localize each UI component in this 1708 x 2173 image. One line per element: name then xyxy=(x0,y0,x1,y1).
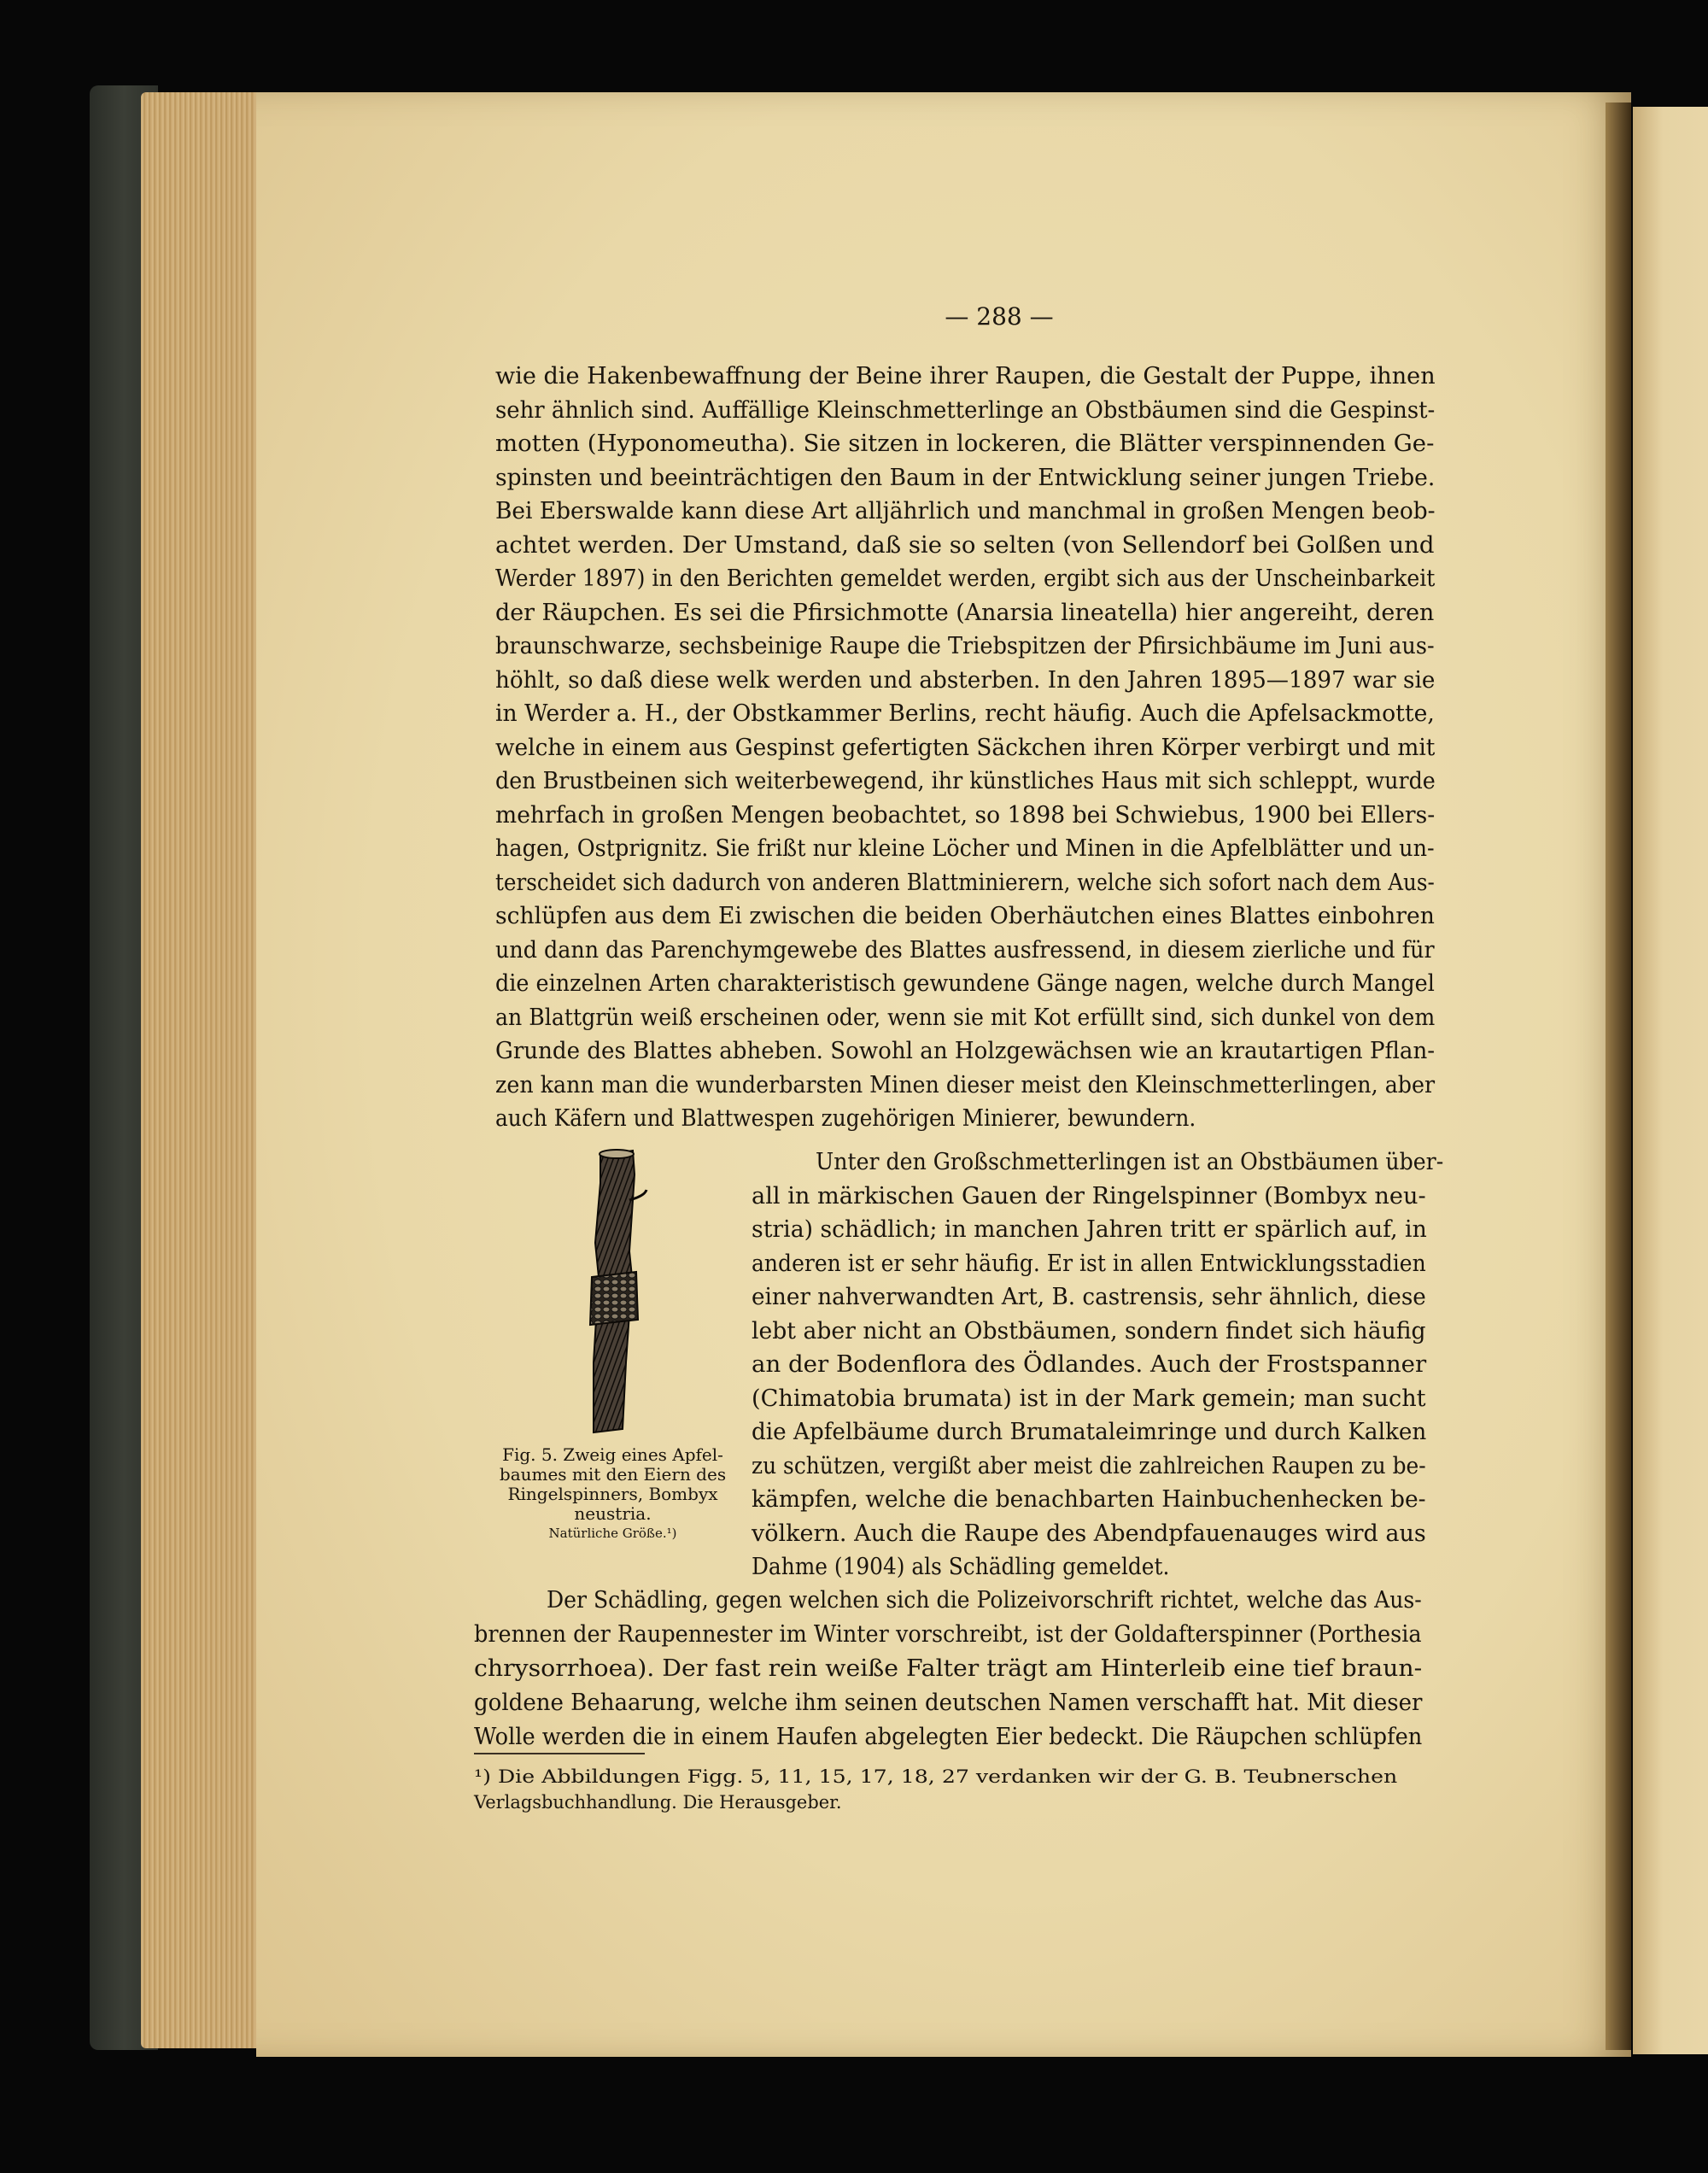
footnote-line: ¹) Die Abbildungen Figg. 5, 11, 15, 17, 18, 27 verdanken wir der G. B. Teubnerschen xyxy=(474,1766,1398,1787)
footnote-rule xyxy=(474,1753,645,1754)
text-line: und dann das Parenchymgewebe des Blattes ausfressend, in diesem zierliche und für xyxy=(495,936,1435,964)
text-line: zu schützen, vergißt aber meist die zahlreichen Raupen zu be- xyxy=(752,1452,1426,1479)
book-gutter xyxy=(1606,102,1631,2050)
text-line: terscheidet sich dadurch von anderen Blattminierern, welche sich sofort nach dem Aus- xyxy=(495,869,1435,896)
text-line: Dahme (1904) als Schädling gemeldet. xyxy=(752,1554,1170,1580)
text-line: anderen ist er sehr häufig. Er ist in allen Entwicklungsstadien xyxy=(752,1250,1426,1277)
caption-line: Fig. 5. Zweig eines Apfel- xyxy=(502,1444,723,1465)
text-line: hagen, Ostprignitz. Sie frißt nur kleine Löcher und Minen in die Apfelblätter und un- xyxy=(495,835,1435,862)
text-line: mehrfach in großen Mengen beobachtet, so 1898 bei Schwiebus, 1900 bei Ellers- xyxy=(495,801,1436,829)
text-line: an Blattgrün weiß erscheinen oder, wenn sie mit Kot erfüllt sind, sich dunkel von dem xyxy=(495,1004,1436,1031)
text-line: in Werder a. H., der Obstkammer Berlins, recht häufig. Auch die Apfelsackmotte, xyxy=(495,700,1435,727)
text-line: höhlt, so daß diese welk werden und absterben. In den Jahren 1895—1897 war sie xyxy=(495,666,1436,694)
page-number: — 288 — xyxy=(945,302,1054,331)
text-line: Unter den Großschmetterlingen ist an Obstbäumen über- xyxy=(816,1149,1444,1175)
text-line: auch Käfern und Blattwespen zugehörigen Minierer, bewundern. xyxy=(495,1105,1196,1132)
text-line: kämpfen, welche die benachbarten Hainbuchenhecken be- xyxy=(752,1486,1426,1513)
facing-page-edge xyxy=(1633,107,1708,2054)
text-line: Der Schädling, gegen welchen sich die Polizeivorschrift richtet, welche das Aus- xyxy=(547,1587,1422,1614)
text-line: einer nahverwandten Art, B. castrensis, sehr ähnlich, diese xyxy=(752,1284,1426,1310)
text-line: sehr ähnlich sind. Auffällige Kleinschmetterlinge an Obstbäumen sind die Gespinst- xyxy=(495,396,1436,424)
text-line: braunschwarze, sechsbeinige Raupe die Triebspitzen der Pfirsichbäume im Juni aus- xyxy=(495,633,1435,659)
text-line: die Apfelbäume durch Brumataleimringe und durch Kalken xyxy=(752,1419,1427,1445)
text-line: Wolle werden die in einem Haufen abgelegten Eier bedeckt. Die Räupchen schlüpfen xyxy=(474,1724,1423,1750)
text-line: achtet werden. Der Umstand, daß sie so selten (von Sellendorf bei Golßen und xyxy=(495,531,1435,559)
text-line: (Chimatobia brumata) ist in der Mark gemein; man sucht xyxy=(752,1385,1426,1412)
text-line: goldene Behaarung, welche ihm seinen deutschen Namen verschafft hat. Mit dieser xyxy=(474,1690,1423,1716)
caption-line: neustria. xyxy=(574,1503,652,1524)
text-line: Grunde des Blattes abheben. Sowohl an Holzgewächsen wie an krautartigen Pflan- xyxy=(495,1038,1436,1064)
figure-caption xyxy=(474,1445,752,1543)
text-line: die einzelnen Arten charakteristisch gewundene Gänge nagen, welche durch Mangel xyxy=(495,970,1435,997)
apple-twig-with-eggs-illustration xyxy=(551,1149,670,1439)
caption-line: Ringelspinners, Bombyx xyxy=(507,1484,718,1504)
footnote-line: Verlagsbuchhandlung. Die Herausgeber. xyxy=(474,1792,842,1813)
text-line: stria) schädlich; in manchen Jahren tritt er spärlich auf, in xyxy=(752,1216,1427,1243)
text-line: lebt aber nicht an Obstbäumen, sondern findet sich häufig xyxy=(752,1317,1426,1344)
text-line: an der Bodenflora des Ödlandes. Auch der Frostspanner xyxy=(752,1351,1427,1378)
text-line: welche in einem aus Gespinst gefertigten Säckchen ihren Körper verbirgt und mit xyxy=(495,734,1436,761)
text-line: den Brustbeinen sich weiterbewegend, ihr künstliches Haus mit sich schleppt, wurde xyxy=(495,768,1436,794)
text-line: schlüpfen aus dem Ei zwischen die beiden Oberhäutchen eines Blattes einbohren xyxy=(495,903,1435,929)
caption-note: Natürliche Größe.¹) xyxy=(548,1526,677,1541)
text-line: spinsten und beeinträchtigen den Baum in der Entwicklung seiner jungen Triebe. xyxy=(495,464,1436,491)
text-line: all in märkischen Gauen der Ringelspinner (Bombyx neu- xyxy=(752,1182,1426,1210)
text-line: chrysorrhoea). Der fast rein weiße Falter trägt am Hinterleib eine tief braun- xyxy=(474,1655,1423,1682)
text-line: wie die Hakenbewaffnung der Beine ihrer Raupen, die Gestalt der Puppe, ihnen xyxy=(495,363,1436,390)
text-line: völkern. Auch die Raupe des Abendpfauenauges wird aus xyxy=(752,1520,1426,1547)
text-line: Werder 1897) in den Berichten gemeldet werden, ergibt sich aus der Unscheinbarkeit xyxy=(495,565,1436,592)
caption-line: baumes mit den Eiern des xyxy=(499,1464,727,1485)
text-line: der Räupchen. Es sei die Pfirsichmotte (Anarsia lineatella) hier angereiht, deren xyxy=(495,599,1435,626)
text-line: brennen der Raupennester im Winter vorschreibt, ist der Goldafterspinner (Porthesia xyxy=(474,1621,1422,1648)
text-line: zen kann man die wunderbarsten Minen dieser meist den Kleinschmetterlingen, aber xyxy=(495,1071,1436,1098)
text-line: motten (Hyponomeutha). Sie sitzen in lockeren, die Blätter verspinnenden Ge- xyxy=(495,430,1435,457)
text-line: Bei Eberswalde kann diese Art alljährlich und manchmal in großen Mengen beob- xyxy=(495,498,1436,524)
